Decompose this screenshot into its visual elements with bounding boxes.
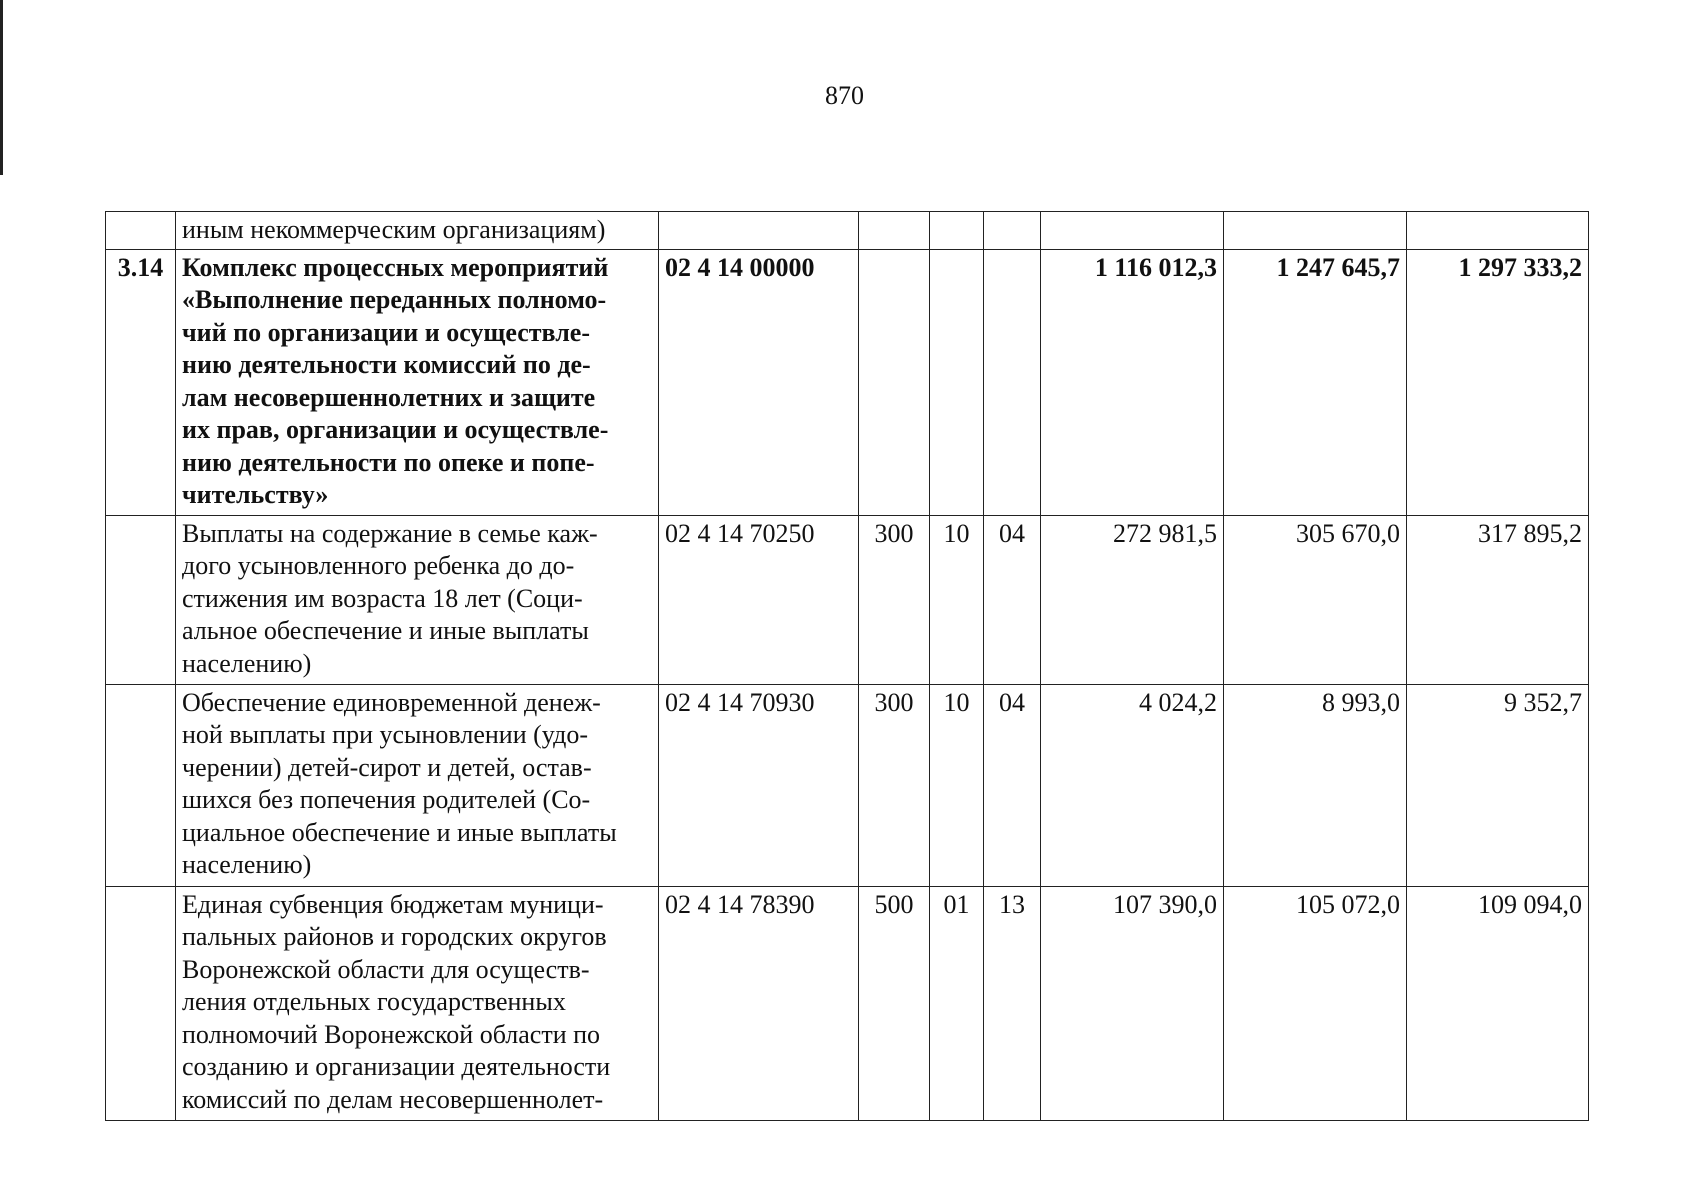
row-description-text: Выплаты на содержание в семье каж- дого усыновленного ребенка до до- стижения им возраста 18 лет (Соци- альное обеспечение и иные выплаты населению) [182,518,598,678]
table-row [106,886,1589,1120]
row-code: 02 4 14 78390 [659,886,859,1120]
row-description-text: Обеспечение единовременной денеж- ной выплаты при усыновлении (удо- черении) детей-сирот и детей, остав- шихся без попечения родителей (Со- циальное обеспечение и иные выплаты населению) [182,687,617,879]
row-col-b: 10 [930,684,984,886]
table-row [106,212,1589,250]
budget-table-body [106,212,1589,1121]
row-col-a [859,212,930,250]
row-value-1: 1 116 012,3 [1041,249,1224,515]
row-col-b [930,249,984,515]
row-code: 02 4 14 70930 [659,684,859,886]
row-col-c [984,212,1041,250]
row-code [659,212,859,250]
row-value-1: 4 024,2 [1041,684,1224,886]
row-index [106,212,176,250]
row-value-2 [1224,212,1407,250]
table-row [106,249,1589,515]
row-description [176,249,659,515]
row-value-3: 1 297 333,2 [1407,249,1589,515]
row-col-c: 04 [984,515,1041,684]
row-col-a: 300 [859,515,930,684]
row-description-text: иным некоммерческим организациям) [182,215,606,244]
row-col-c: 13 [984,886,1041,1120]
row-index: 3.14 [106,249,176,515]
row-description-text: Комплекс процессных мероприятий «Выполнение переданных полномо- чий по организации и осуществле- нию деятельности комиссий по де- лам несовершеннолетних и защите их прав, организации и осуществле- нию деятельности по опеке и попе- чительству» [182,252,609,509]
row-value-3: 109 094,0 [1407,886,1589,1120]
row-col-a: 300 [859,684,930,886]
row-value-2: 105 072,0 [1224,886,1407,1120]
budget-table [105,211,1589,1121]
row-col-b: 01 [930,886,984,1120]
row-description [176,684,659,886]
row-value-1: 107 390,0 [1041,886,1224,1120]
row-code: 02 4 14 70250 [659,515,859,684]
page-number: 870 [825,81,864,110]
row-value-2: 1 247 645,7 [1224,249,1407,515]
row-description [176,212,659,250]
row-value-2: 8 993,0 [1224,684,1407,886]
row-col-a: 500 [859,886,930,1120]
row-value-2: 305 670,0 [1224,515,1407,684]
row-col-c [984,249,1041,515]
row-value-3: 9 352,7 [1407,684,1589,886]
row-col-c: 04 [984,684,1041,886]
row-col-a [859,249,930,515]
row-description-text: Единая субвенция бюджетам муници- пальных районов и городских округов Воронежской области для осуществ- ления отдельных государственных полномочий Воронежской области по созданию и организации деятельности комиссий по делам несовершеннолет- [182,889,611,1114]
row-col-b [930,212,984,250]
row-value-3: 317 895,2 [1407,515,1589,684]
row-index [106,886,176,1120]
row-description [176,515,659,684]
table-row [106,515,1589,684]
row-value-3 [1407,212,1589,250]
row-col-b: 10 [930,515,984,684]
table-row [106,684,1589,886]
row-value-1: 272 981,5 [1041,515,1224,684]
row-index [106,684,176,886]
row-code: 02 4 14 00000 [659,249,859,515]
row-index [106,515,176,684]
row-description [176,886,659,1120]
row-value-1 [1041,212,1224,250]
